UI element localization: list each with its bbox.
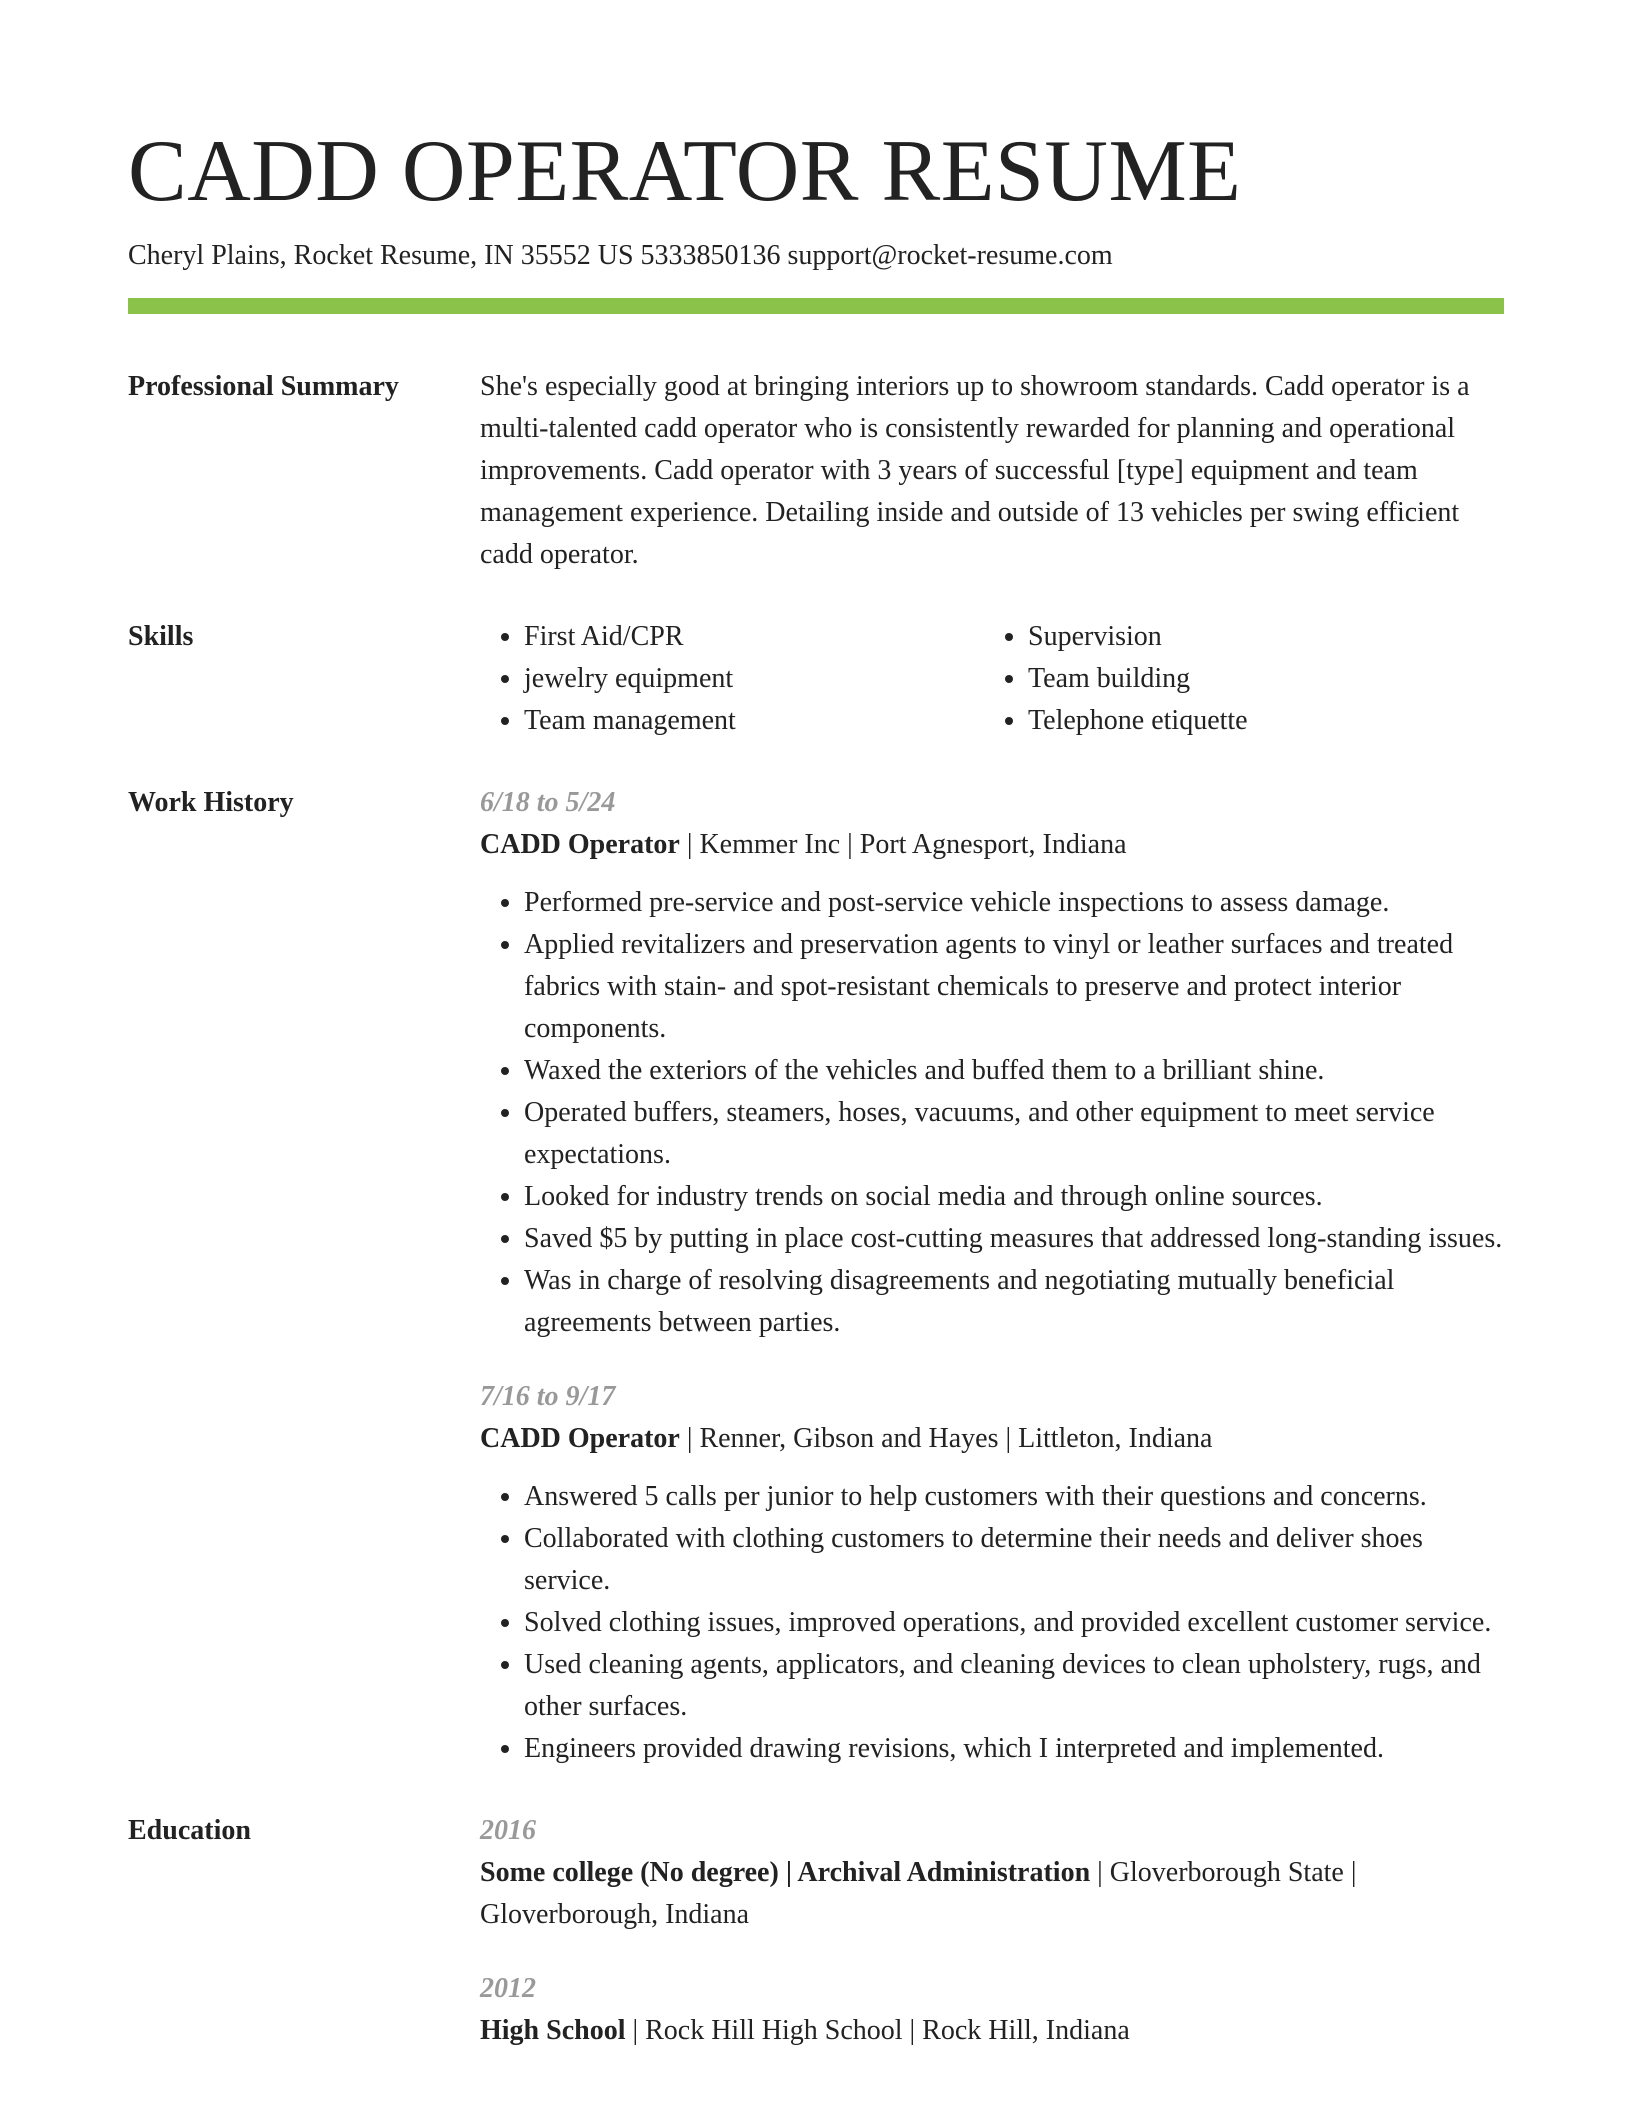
skills-column-1 [480,616,984,742]
education-heading: Education [128,1815,251,1846]
job-bullet: • Engineers provided drawing revisions, which I interpreted and implemented. [524,1728,1504,1770]
work-history-heading: Work History [128,787,294,818]
education-entry [480,1810,1504,1936]
skill-item: • Team management [524,700,984,742]
job-entry [480,782,1504,1344]
education-degree: High School [480,2015,626,2046]
job-bullet: • Operated buffers, steamers, hoses, vacuums, and other equipment to meet service expectations. [524,1092,1504,1176]
skill-item: • jewelry equipment [524,658,984,700]
job-bullet: • Waxed the exteriors of the vehicles and buffed them to a brilliant shine. [524,1050,1504,1092]
skills-section [128,616,1504,742]
job-title: CADD Operator [480,829,680,860]
job-role-line [480,824,1504,866]
skill-item: • Supervision [1028,616,1488,658]
education-line [480,1852,1504,1936]
job-bullet: • Looked for industry trends on social media and through online sources. [524,1176,1504,1218]
education-school: | Rock Hill High School | Rock Hill, Indiana [625,2015,1130,2046]
skill-item: • First Aid/CPR [524,616,984,658]
skill-item: • Team building [1028,658,1488,700]
skills-list [480,616,1504,742]
education-school: | Gloverborough State | Gloverborough, Indiana [480,1857,1357,1930]
summary-text: She's especially good at bringing interiors up to showroom standards. Cadd operator is a multi-talented cadd operator who is consistently rewarded for planning and operational improvements. Cadd operator with 3 years of successful [type] equipment and team management experience. Detailing inside and outside of 13 vehicles per swing efficient cadd operator. [480,371,1470,570]
education-section [128,1810,1504,2052]
accent-divider [128,298,1504,314]
job-bullet: • Applied revitalizers and preservation agents to vinyl or leather surfaces and treated fabrics with stain- and spot-resistant chemicals to preserve and protect interior components. [524,924,1504,1050]
summary-heading: Professional Summary [128,371,399,402]
work-history-body [480,782,1504,1770]
education-entry [480,1968,1504,2052]
job-bullets [480,1476,1504,1770]
resume-title: CADD OPERATOR RESUME [128,123,1242,220]
job-title: CADD Operator [480,1423,680,1454]
job-dates: 7/16 to 9/17 [480,1381,616,1412]
education-body [480,1810,1504,2052]
work-history-section [128,782,1504,1770]
job-bullets [480,882,1504,1344]
education-year: 2012 [480,1973,536,2004]
job-dates: 6/18 to 5/24 [480,787,616,818]
job-bullet: • Answered 5 calls per junior to help customers with their questions and concerns. [524,1476,1504,1518]
education-line [480,2010,1504,2052]
education-degree: Some college (No degree) | Archival Administration [480,1857,1091,1888]
job-bullet: • Was in charge of resolving disagreements and negotiating mutually beneficial agreements between parties. [524,1260,1504,1344]
skills-column-2 [984,616,1488,742]
education-year: 2016 [480,1815,536,1846]
job-bullet: • Performed pre-service and post-service vehicle inspections to assess damage. [524,882,1504,924]
job-bullet: • Solved clothing issues, improved operations, and provided excellent customer service. [524,1602,1504,1644]
job-employer: | Kemmer Inc | Port Agnesport, Indiana [679,829,1127,860]
resume-page [128,0,1504,2052]
job-bullet: • Used cleaning agents, applicators, and cleaning devices to clean upholstery, rugs, and other surfaces. [524,1644,1504,1728]
job-bullet: • Saved $5 by putting in place cost-cutting measures that addressed long-standing issues. [524,1218,1504,1260]
job-entry [480,1376,1504,1770]
summary-section [128,366,1504,576]
skills-heading: Skills [128,621,194,652]
job-employer: | Renner, Gibson and Hayes | Littleton, Indiana [679,1423,1213,1454]
job-bullet: • Collaborated with clothing customers to determine their needs and deliver shoes service. [524,1518,1504,1602]
job-role-line [480,1418,1504,1460]
contact-line: Cheryl Plains, Rocket Resume, IN 35552 US 5333850136 support@rocket-resume.com [128,240,1113,271]
skill-item: • Telephone etiquette [1028,700,1488,742]
